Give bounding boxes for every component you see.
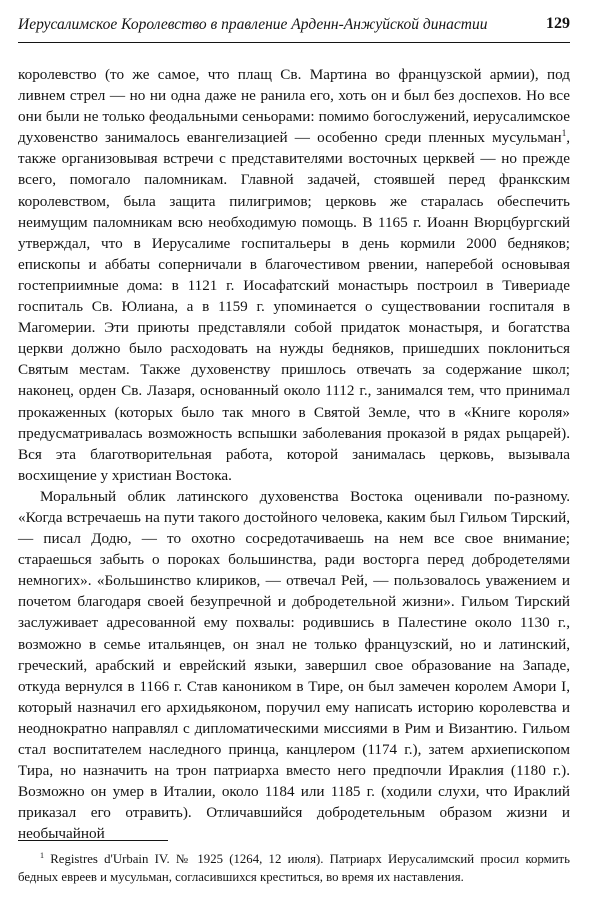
footnote-reference: 1 xyxy=(561,128,567,139)
paragraph-2: Моральный облик латинского духовенства Востока оценивали по-разному. «Когда встречаешь на пути такого достойного человека, каким был Гильом Тирский, — писал Додю, — то охотно сосредотачиваешь на нем все свое внимание; стараешься забыть о пороках большинства, ради восторга перед добродетелями немногих». «Большинство клириков, — отвечал Рей, — пользовалось уважением и почетом благодаря своей безупречной и добродетельной жизни». Гильом Тирский заслуживает адресованной ему похвалы: родившись в Палестине около 1130 г., возможно в семье итальянцев, он знал не только французский, но и латинский, греческий, арабский и еврейский языки, завершил свое образование на Западе, откуда вернулся в 1166 г. Став каноником в Тире, он был замечен королем Амори I, который назначил его архидьяконом, поручил ему написать историю королевства и неоднократно направлял с дипломатическими миссиями в Рим и Византию. Гильом стал воспитателем наследного принца, канцлером (1174 г.), затем архиепископом Тира, но назначить на трон патриарха вместо него предпочли Ираклия (1180 г.). Возможно он умер в Италии, около 1184 или 1185 г. (ходили слухи, что Ираклий приказал его отравить). Отличавшийся добродетельным образом жизни и необычайной xyxy=(18,487,570,843)
footnote-marker: 1 xyxy=(40,851,44,860)
paragraph-1-part-1: королевство (то же самое, что плащ Св. Мартина во французской армии), под ливнем стрел — но ни одна даже не ранила его, хоть он и был без доспехов. Но все они были не только феодальными сеньорами: помимо богослужений, иерусалимское духовенство занималось евангелизацией — особенно среди пленных мусульман xyxy=(18,66,570,147)
page-number: 129 xyxy=(546,15,570,32)
footnote xyxy=(18,850,570,886)
main-text xyxy=(18,64,570,844)
running-header xyxy=(18,14,570,40)
footnote-rule xyxy=(18,840,168,841)
header-rule xyxy=(18,42,570,43)
footnote-text: Registres d'Urbain IV. № 1925 (1264, 12 июля). Патриарх Иерусалимский просил кормить бедных евреев и мусульман, согласившихся креститься, во время их наставления. xyxy=(18,852,570,884)
paragraph-1 xyxy=(18,64,570,486)
running-header-title: Иерусалимское Королевство в правление Арденн-Анжуйской династии xyxy=(18,16,488,33)
paragraph-1-part-2: , также организовывая встречи с представителями восточных церквей — но прежде всего, помогало паломникам. Главной задачей, стоявшей перед франкским королевством, была защита пилигримов; церковь же старалась обеспечить неимущим паломникам всю необходимую помощь. В 1165 г. Иоанн Вюрцбургский утверждал, что в Иерусалиме госпитальеры в день кормили 2000 бедняков; епископы и аббаты соперничали в благочестивом рвении, наперебой основывая гостеприимные дома: в 1121 г. Иосафатский монастырь построил в Тивериаде госпиталь Св. Юлиана, а в 1159 г. упоминается о существовании госпиталя в Магомерии. Эти приюты представляли собой придаток монастыря, и богатства церкви должно было расходовать на нужды бедняков, пришедших поклониться Святым местам. Также духовенству пришлось отвечать за содержание школ; наконец, орден Св. Лазаря, основанный около 1112 г., занимался тем, что принимал прокаженных (которых было так много в Святой Земле, что в «Книге короля» предусматривалась возможность вспышки заболевания проказой в рядах рыцарей). Вся эта благотворительная работа, которой занималась церковь, вызывала восхищение у христиан Востока. xyxy=(18,129,570,484)
